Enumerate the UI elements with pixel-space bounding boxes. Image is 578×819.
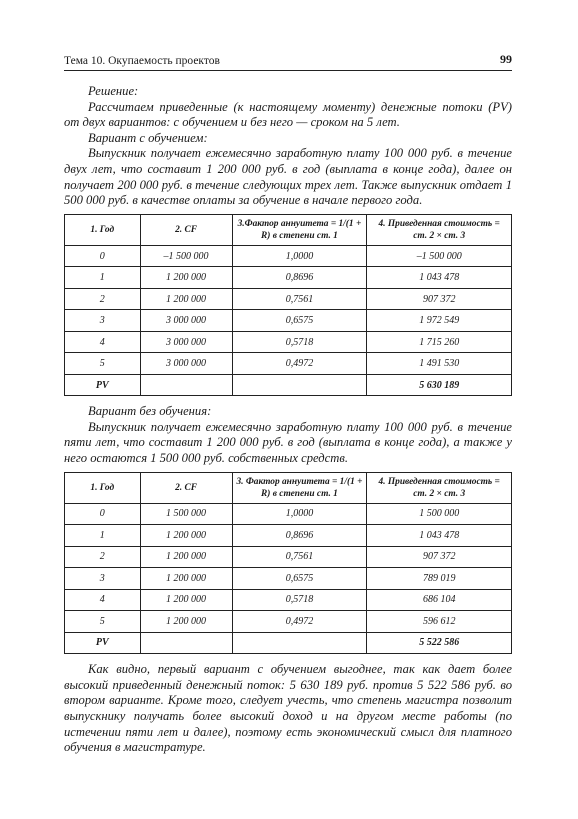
- total-value: 5 522 586: [367, 632, 512, 654]
- table-cell: 789 019: [367, 568, 512, 590]
- table-cell: 0,5718: [232, 589, 367, 611]
- table-cell: [232, 374, 367, 396]
- table-cell: [140, 632, 232, 654]
- table-row: [65, 267, 512, 289]
- table-cell: 5: [65, 353, 141, 375]
- table-cell: 1 972 549: [367, 310, 512, 332]
- table-cell: 1 043 478: [367, 267, 512, 289]
- table-cell: 0,4972: [232, 353, 367, 375]
- table-cell: 1 200 000: [140, 546, 232, 568]
- table-row: [65, 546, 512, 568]
- table-cell: 0,7561: [232, 288, 367, 310]
- table-with-training: [64, 214, 512, 397]
- intro-paragraph: Рассчитаем приведенные (к настоящему моменту) денежные потоки (PV) от двух вариантов: с обучением и без него — сроком на 5 лет.: [64, 99, 512, 130]
- table-header-row: [65, 472, 512, 503]
- table-header-row: [65, 214, 512, 245]
- table-cell: 2: [65, 288, 141, 310]
- table-cell: 1,0000: [232, 503, 367, 525]
- table-cell: 1 200 000: [140, 288, 232, 310]
- table-body: [65, 245, 512, 396]
- table-row: [65, 525, 512, 547]
- table-cell: 1: [65, 525, 141, 547]
- table-row: [65, 353, 512, 375]
- table-cell: 1 500 000: [367, 503, 512, 525]
- table-cell: 3 000 000: [140, 310, 232, 332]
- table-row: [65, 245, 512, 267]
- col-header-pv: 4. Приведенная стоимость = ст. 2 × ст. 3: [367, 472, 512, 503]
- col-header-cf: 2. CF: [140, 214, 232, 245]
- total-label: PV: [65, 632, 141, 654]
- table-cell: 1 500 000: [140, 503, 232, 525]
- table-cell: 1: [65, 267, 141, 289]
- table-cell: 1 043 478: [367, 525, 512, 547]
- variant1-paragraph: Выпускник получает ежемесячно заработную плату 100 000 руб. в течение двух лет, что составит 1 200 000 руб. в год (выплата в конце года), далее он получает 200 000 руб. в течение следующих трех лет. Также выпускник отдает 1 500 000 руб. в качестве оплаты за обучение в начале первого года.: [64, 146, 512, 208]
- variant2-title: Вариант без обучения:: [88, 404, 212, 419]
- table-cell: 0: [65, 245, 141, 267]
- table-cell: 1,0000: [232, 245, 367, 267]
- table-row: [65, 331, 512, 353]
- variant1-title: Вариант с обучением:: [88, 130, 208, 145]
- table-cell: 1 200 000: [140, 568, 232, 590]
- table-row: [65, 503, 512, 525]
- table-cell: 1 200 000: [140, 589, 232, 611]
- table-cell: 0,4972: [232, 611, 367, 633]
- col-header-factor: 3. Фактор аннуитета = 1/(1 + R) в степени ст. 1: [232, 472, 367, 503]
- table-cell: [232, 632, 367, 654]
- total-value: 5 630 189: [367, 374, 512, 396]
- table-cell: 3 000 000: [140, 353, 232, 375]
- table-total-row: [65, 632, 512, 654]
- table-cell: 1 200 000: [140, 267, 232, 289]
- page-number: 99: [500, 52, 512, 66]
- table-cell: 596 612: [367, 611, 512, 633]
- table-cell: 4: [65, 589, 141, 611]
- table-row: [65, 568, 512, 590]
- table-row: [65, 611, 512, 633]
- table-cell: 3 000 000: [140, 331, 232, 353]
- table-cell: 0: [65, 503, 141, 525]
- page-header: [64, 52, 512, 71]
- table-cell: 907 372: [367, 546, 512, 568]
- table-cell: 3: [65, 568, 141, 590]
- table-cell: 5: [65, 611, 141, 633]
- table-cell: 0,7561: [232, 546, 367, 568]
- table-cell: 4: [65, 331, 141, 353]
- table-row: [65, 589, 512, 611]
- table-cell: 0,8696: [232, 267, 367, 289]
- table-cell: 0,6575: [232, 310, 367, 332]
- table-row: [65, 310, 512, 332]
- table-cell: 2: [65, 546, 141, 568]
- table-body: [65, 503, 512, 654]
- table-cell: [140, 374, 232, 396]
- table-without-training: [64, 472, 512, 655]
- table-cell: 1 715 260: [367, 331, 512, 353]
- total-label: PV: [65, 374, 141, 396]
- col-header-year: 1. Год: [65, 214, 141, 245]
- table-cell: 907 372: [367, 288, 512, 310]
- table-cell: 3: [65, 310, 141, 332]
- table-cell: 686 104: [367, 589, 512, 611]
- table-row: [65, 288, 512, 310]
- conclusion-paragraph: Как видно, первый вариант с обучением выгоднее, так как дает более высокий приведенный денежный поток: 5 630 189 руб. против 5 522 586 руб. во втором варианте. Кроме того, следует учесть, что степень магистра позволит выпускнику получать более высокий доход и на другом месте работы (по истечении пяти лет и далее), поэтому есть экономический смысл для платного обучения в магистратуре.: [64, 662, 512, 755]
- table-cell: 1 491 530: [367, 353, 512, 375]
- table-cell: –1 500 000: [140, 245, 232, 267]
- col-header-cf: 2. CF: [140, 472, 232, 503]
- table-cell: –1 500 000: [367, 245, 512, 267]
- table-cell: 0,8696: [232, 525, 367, 547]
- table-cell: 0,6575: [232, 568, 367, 590]
- table-cell: 0,5718: [232, 331, 367, 353]
- col-header-pv: 4. Приведенная стоимость = ст. 2 × ст. 3: [367, 214, 512, 245]
- page-content: [64, 84, 512, 756]
- col-header-factor: 3.Фактор аннуитета = 1/(1 + R) в степени ст. 1: [232, 214, 367, 245]
- table-total-row: [65, 374, 512, 396]
- variant2-paragraph: Выпускник получает ежемесячно заработную плату 100 000 руб. в течение пяти лет, что составит 1 200 000 руб. в год (выплата в конце года), а также у него остаются 1 500 000 руб. собственных средств.: [64, 419, 512, 466]
- table-cell: 1 200 000: [140, 611, 232, 633]
- table-cell: 1 200 000: [140, 525, 232, 547]
- chapter-title: Тема 10. Окупаемость проектов: [64, 55, 220, 67]
- col-header-year: 1. Год: [65, 472, 141, 503]
- solution-label: Решение:: [88, 84, 139, 98]
